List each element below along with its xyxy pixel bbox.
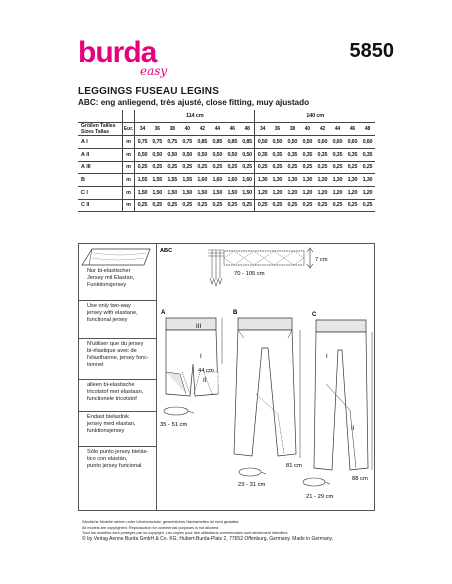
- yardage-cell: 0,25: [330, 199, 345, 212]
- view-c-leggings: [314, 320, 368, 470]
- row-unit: m: [122, 186, 134, 199]
- brand-sub: easy: [140, 64, 168, 78]
- table-row: [78, 136, 375, 149]
- yardage-cell: 1,50: [240, 186, 255, 199]
- yardage-cell: 0,35: [360, 148, 375, 161]
- yardage-cell: 0,25: [240, 199, 255, 212]
- column-divider: [156, 243, 157, 511]
- yardage-cell: 0,25: [225, 161, 240, 174]
- yardage-cell: 0,50: [225, 148, 240, 161]
- yardage-cell: 0,25: [150, 161, 165, 174]
- yardage-cell: 0,50: [270, 136, 285, 149]
- legal-line-en: All models are copyrighted. Reproduction for commercial purposes is not allowed.: [82, 525, 220, 530]
- pattern-number: 5850: [349, 40, 394, 62]
- yardage-cell: 0,25: [165, 199, 180, 212]
- stretch-fabric-icon: [80, 245, 156, 267]
- fabric-note-da: Endast bielastisk jersey med elastan, funktionsjersey: [87, 414, 136, 435]
- view-c-letter: C: [312, 312, 317, 318]
- yardage-cell: 0,75: [180, 136, 195, 149]
- yardage-cell: 0,25: [195, 199, 210, 212]
- fabric-requirements-table: [78, 110, 375, 212]
- yardage-cell: 1,60: [210, 174, 225, 187]
- yardage-cell: 0,35: [255, 148, 270, 161]
- yardage-cell: 0,50: [240, 148, 255, 161]
- yardage-cell: 0,25: [135, 199, 150, 212]
- yardage-cell: 1,30: [300, 174, 315, 187]
- legal-notice: [82, 520, 382, 537]
- yardage-cell: 0,25: [150, 199, 165, 212]
- yardage-cell: 0,60: [330, 136, 345, 149]
- yardage-cell: 0,50: [150, 148, 165, 161]
- yardage-cell: 0,25: [345, 161, 360, 174]
- yardage-cell: 0,75: [165, 136, 180, 149]
- yardage-cell: 0,25: [270, 161, 285, 174]
- yardage-cell: 0,25: [360, 161, 375, 174]
- fabric-note-de: Nur bi-elastischer Jersey mit Elastan, Funktionsjersey: [87, 268, 135, 289]
- copyright: © by Verlag Aenne Burda GmbH & Co. KG, Hubert-Burda-Platz 2, 77652 Offenburg, Germany. Made in Germany.: [82, 536, 334, 542]
- yardage-cell: 1,20: [360, 186, 375, 199]
- yardage-cell: 1,20: [285, 186, 300, 199]
- yardage-cell: 1,50: [225, 186, 240, 199]
- yardage-cell: 1,50: [210, 186, 225, 199]
- elastic-length: 70 - 105 cm: [234, 271, 265, 277]
- view-c-piece-1: I: [326, 353, 328, 360]
- yardage-cell: 1,60: [195, 174, 210, 187]
- yardage-cell: 0,25: [315, 199, 330, 212]
- view-c-hem: 21 - 29 cm: [306, 494, 334, 500]
- legal-line-fr: Tous les modèles sont protégés par un copyright. Les copies pour des utilisations commerciales sont strictement interdites.: [82, 531, 289, 536]
- yardage-cell: 0,25: [240, 161, 255, 174]
- yardage-cell: 0,60: [315, 136, 330, 149]
- yardage-cell: 1,30: [360, 174, 375, 187]
- row-unit: m: [122, 148, 134, 161]
- yardage-cell: 0,25: [360, 199, 375, 212]
- yardage-cell: 0,35: [315, 148, 330, 161]
- yardage-cell: 0,25: [180, 199, 195, 212]
- view-a-shorts: [166, 318, 218, 396]
- table-row: [78, 199, 375, 212]
- yardage-cell: 1,60: [225, 174, 240, 187]
- fabric-note-divider: [78, 379, 156, 380]
- table-row: [78, 161, 375, 174]
- yardage-cell: 0,25: [135, 161, 150, 174]
- yardage-cell: 0,25: [180, 161, 195, 174]
- yardage-cell: 1,55: [150, 174, 165, 187]
- yardage-cell: 1,50: [150, 186, 165, 199]
- yardage-cell: 0,25: [255, 161, 270, 174]
- yardage-cell: 0,25: [345, 199, 360, 212]
- width-header-140: 140 cm: [255, 110, 375, 123]
- technical-drawings: [160, 244, 376, 510]
- view-a-hem-icon: [164, 407, 194, 415]
- yardage-cell: 0,25: [270, 199, 285, 212]
- yardage-cell: 0,35: [330, 148, 345, 161]
- abc-label: ABC: [160, 248, 173, 254]
- yardage-cell: 0,35: [285, 148, 300, 161]
- yardage-cell: 0,75: [150, 136, 165, 149]
- table-row: [78, 174, 375, 187]
- fabric-note-fr: N'utiliser que du jersey bi-élastique avec de l'élasthanne, jersey fonc- tionnel: [87, 341, 149, 369]
- row-label: A II: [78, 148, 122, 161]
- yardage-cell: 0,50: [135, 148, 150, 161]
- yardage-cell: 0,25: [165, 161, 180, 174]
- row-label: C I: [78, 186, 122, 199]
- yardage-cell: 0,85: [195, 136, 210, 149]
- yardage-cell: 0,25: [285, 161, 300, 174]
- view-a-piece-3: II: [203, 377, 207, 384]
- yardage-cell: 1,55: [165, 174, 180, 187]
- view-c-hem-icon: [303, 478, 330, 486]
- yardage-cell: 0,25: [315, 161, 330, 174]
- elastic-width-arrow: [307, 248, 313, 268]
- fabric-note-divider: [78, 411, 156, 412]
- table-body: [78, 136, 375, 212]
- fabric-note-en: Use only two-way jersey with elastane, functional jersey: [87, 303, 138, 324]
- yardage-cell: 0,50: [300, 136, 315, 149]
- row-label: A III: [78, 161, 122, 174]
- yardage-cell: 1,50: [165, 186, 180, 199]
- yardage-cell: 0,25: [300, 161, 315, 174]
- yardage-cell: 0,50: [255, 136, 270, 149]
- view-a-length: 44 cm: [198, 368, 214, 374]
- row-unit: m: [122, 161, 134, 174]
- yardage-cell: 1,20: [330, 186, 345, 199]
- view-a-piece-2: I: [200, 353, 202, 360]
- yardage-cell: 0,25: [225, 199, 240, 212]
- yardage-cell: 0,50: [195, 148, 210, 161]
- yardage-cell: 1,20: [300, 186, 315, 199]
- yardage-cell: 1,50: [180, 186, 195, 199]
- elastic-width: 7 cm: [315, 257, 328, 263]
- brand-name: burda: [78, 36, 157, 69]
- unit-header: Eur.: [122, 123, 134, 136]
- width-header-114: 114 cm: [135, 110, 255, 123]
- view-b-hem-icon: [239, 468, 266, 476]
- row-label: B: [78, 174, 122, 187]
- yardage-cell: 1,50: [135, 186, 150, 199]
- yardage-cell: 0,25: [195, 161, 210, 174]
- yardage-cell: 0,85: [210, 136, 225, 149]
- fabric-note-divider: [78, 300, 156, 301]
- view-a-letter: A: [161, 310, 166, 316]
- yardage-cell: 0,50: [285, 136, 300, 149]
- yardage-cell: 1,30: [330, 174, 345, 187]
- table-row: [78, 148, 375, 161]
- yardage-cell: 1,20: [315, 186, 330, 199]
- burda-easy-logo: [78, 38, 178, 86]
- table-row: [78, 186, 375, 199]
- row-unit: m: [122, 174, 134, 187]
- view-c-piece-2: II: [351, 425, 355, 432]
- fabric-note-divider: [78, 446, 156, 447]
- yardage-cell: 0,25: [255, 199, 270, 212]
- view-b-hem: 23 - 31 cm: [238, 482, 266, 488]
- yardage-cell: 0,25: [285, 199, 300, 212]
- page-title: LEGGINGS FUSEAU LEGINS: [78, 86, 220, 97]
- fabric-note-nl: alleen bi-elastische tricotstof met elastaan, functionele tricotstof: [87, 382, 144, 403]
- table-width-header-row: [78, 110, 375, 123]
- yardage-cell: 1,55: [180, 174, 195, 187]
- yardage-cell: 0,60: [345, 136, 360, 149]
- legal-line-de: Sämtliche Modelle stehen unter Urheberschutz, gewerbliches Nacharbeiten ist nicht gestattet.: [82, 520, 240, 524]
- view-a-piece-1: III: [196, 323, 202, 330]
- fit-description: ABC: eng anliegend, très ajusté, close fitting, muy ajustado: [78, 98, 310, 107]
- yardage-cell: 1,50: [195, 186, 210, 199]
- row-unit: m: [122, 199, 134, 212]
- row-label: A I: [78, 136, 122, 149]
- yardage-cell: 1,30: [270, 174, 285, 187]
- yardage-cell: 0,25: [210, 199, 225, 212]
- yardage-cell: 0,60: [360, 136, 375, 149]
- view-a-hem: 35 - 51 cm: [160, 422, 188, 428]
- yardage-cell: 0,25: [210, 161, 225, 174]
- yardage-cell: 1,30: [315, 174, 330, 187]
- size-label-cell: Größen Tailles Sizes Tallas: [78, 123, 122, 136]
- yardage-cell: 0,35: [270, 148, 285, 161]
- yardage-cell: 1,55: [135, 174, 150, 187]
- yardage-cell: 0,25: [300, 199, 315, 212]
- yardage-cell: 0,35: [300, 148, 315, 161]
- yardage-cell: 0,50: [210, 148, 225, 161]
- yardage-cell: 0,50: [180, 148, 195, 161]
- waistband-piece: [224, 251, 304, 265]
- fabric-note-es: Sólo punto jersey bielás- tico con elastán, punto jersey funcional: [87, 449, 149, 470]
- yardage-cell: 0,85: [240, 136, 255, 149]
- view-b-letter: B: [233, 310, 238, 316]
- yardage-cell: 1,30: [345, 174, 360, 187]
- yardage-cell: 1,30: [285, 174, 300, 187]
- yardage-cell: 1,20: [255, 186, 270, 199]
- yardage-cell: 1,60: [240, 174, 255, 187]
- yardage-cell: 0,50: [165, 148, 180, 161]
- yardage-cell: 0,35: [345, 148, 360, 161]
- row-unit: m: [122, 136, 134, 149]
- yardage-cell: 0,25: [330, 161, 345, 174]
- yardage-cell: 1,20: [270, 186, 285, 199]
- table-size-header-row: Größen Tailles Sizes Tallas Eur. 34 36 38 40 42 44 46 48 34 36 38 40 42 44 46 48: [78, 123, 375, 136]
- view-b-length: 81 cm: [286, 463, 302, 469]
- yardage-cell: 0,85: [225, 136, 240, 149]
- yardage-cell: 0,75: [135, 136, 150, 149]
- row-label: C II: [78, 199, 122, 212]
- elastic-band-icon: [208, 250, 224, 286]
- yardage-cell: 1,30: [255, 174, 270, 187]
- fabric-note-divider: [78, 338, 156, 339]
- view-b-leggings: [234, 318, 296, 456]
- yardage-cell: 1,20: [345, 186, 360, 199]
- view-c-length: 88 cm: [352, 476, 368, 482]
